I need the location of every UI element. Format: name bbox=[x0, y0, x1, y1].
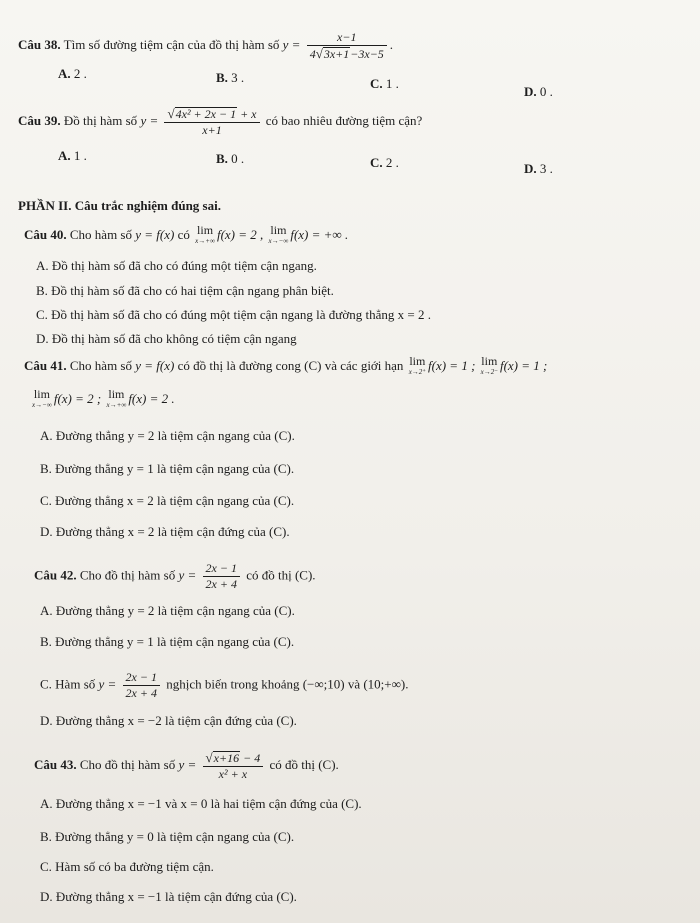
q41-lim-a: lim x→2⁺ bbox=[408, 354, 426, 376]
q43-label: Câu 43. bbox=[34, 756, 77, 772]
q39-text: Đồ thị hàm số bbox=[63, 112, 138, 128]
q38-numerator: x−1 bbox=[307, 30, 387, 46]
q39-num-radicand: 4x² + 2x − 1 bbox=[175, 107, 237, 121]
q42-tail: có đồ thị (C). bbox=[246, 567, 316, 583]
q41-statement-c: C. Đường thẳng x = 2 là tiệm cận ngang của (C). bbox=[40, 493, 295, 508]
q42-c-suffix: nghịch biến trong khoảng (−∞;10) và (10;+∞). bbox=[166, 676, 409, 692]
q41-statement-d: D. Đường thẳng x = 2 là tiệm cận đứng của (C). bbox=[40, 524, 290, 539]
sqrt-sign-icon: √ bbox=[205, 750, 213, 765]
q43-statement-d: D. Đường thẳng x = −1 là tiệm cận đứng của (C). bbox=[40, 889, 297, 904]
q42-label: Câu 42. bbox=[34, 567, 77, 583]
q43-statement-c: C. Hàm số có ba đường tiệm cận. bbox=[40, 859, 214, 874]
q41-lim-d: lim x→+∞ bbox=[106, 387, 127, 409]
q39-tail: có bao nhiêu đường tiệm cận? bbox=[265, 112, 423, 128]
q42-line bbox=[34, 561, 316, 592]
sqrt-sign-icon: √ bbox=[315, 46, 323, 61]
q42-c-denominator: 2x + 4 bbox=[125, 686, 157, 700]
q38-denominator bbox=[307, 46, 387, 62]
q43-statement-a: A. Đường thẳng x = −1 và x = 0 là hai tiệm cận đứng của (C). bbox=[40, 796, 362, 811]
q40-func: y = f(x) bbox=[135, 226, 175, 242]
q43-numerator bbox=[203, 750, 264, 767]
q43-text: Cho đồ thị hàm số bbox=[79, 756, 176, 772]
q42-c-fraction bbox=[123, 670, 160, 701]
q40-lim1: lim x→+∞ bbox=[195, 223, 215, 245]
q40-label: Câu 40. bbox=[24, 226, 67, 242]
q38-option-c: C. 1 . bbox=[370, 76, 399, 91]
q41-label: Câu 41. bbox=[24, 357, 67, 373]
q41-text: Cho hàm số bbox=[69, 357, 132, 373]
q40-statement-d: D. Đồ thị hàm số đã cho không có tiệm cận ngang bbox=[36, 331, 297, 346]
q39-formula-prefix: y = bbox=[140, 112, 159, 128]
q38-line bbox=[18, 30, 393, 62]
q38-formula-prefix: y = bbox=[282, 36, 301, 52]
q41-line2 bbox=[30, 389, 175, 411]
q41-lim-c-expr: f(x) = 2 ; bbox=[53, 390, 102, 406]
q39-denominator: x+1 bbox=[202, 123, 222, 137]
q42-c-prefix: C. Hàm số bbox=[40, 676, 96, 692]
q43-num-radicand: x+16 bbox=[213, 751, 240, 765]
q41-statement-a: A. Đường thẳng y = 2 là tiệm cận ngang của (C). bbox=[40, 428, 295, 443]
q41-lim-b: lim x→2⁻ bbox=[480, 354, 498, 376]
q38-text: Tìm số đường tiệm cận của đồ thị hàm số bbox=[63, 36, 280, 52]
q38-end: . bbox=[389, 36, 394, 52]
q42-statement-d: D. Đường thẳng x = −2 là tiệm cận đứng của (C). bbox=[40, 713, 297, 728]
q39-line bbox=[18, 106, 422, 138]
q40-has: có bbox=[177, 226, 190, 242]
q40-statement-c: C. Đồ thị hàm số đã cho có đúng một tiệm cận ngang là đường thẳng x = 2 . bbox=[36, 307, 431, 322]
q42-denominator: 2x + 4 bbox=[205, 577, 237, 591]
q43-fraction bbox=[203, 750, 264, 782]
q41-lim-c: lim x→−∞ bbox=[32, 387, 52, 409]
q40-line bbox=[24, 225, 348, 247]
q43-formula-prefix: y = bbox=[178, 756, 197, 772]
q40-lim1-expr: f(x) = 2 , bbox=[216, 226, 264, 242]
q39-fraction bbox=[164, 106, 259, 138]
q41-lim-a-expr: f(x) = 1 ; bbox=[428, 357, 476, 373]
q39-label: Câu 39. bbox=[18, 112, 61, 128]
q40-lim2: lim x→−∞ bbox=[268, 223, 289, 245]
q40-statement-b: B. Đồ thị hàm số đã cho có hai tiệm cận ngang phân biệt. bbox=[36, 283, 334, 298]
q43-denominator: x² + x bbox=[218, 767, 248, 781]
q42-statement-b: B. Đường thẳng y = 1 là tiệm cận ngang của (C). bbox=[40, 634, 295, 649]
section-title: PHẦN II. Câu trắc nghiệm đúng sai. bbox=[18, 198, 221, 213]
q38-den-rest: −3x−5 bbox=[350, 47, 384, 61]
q42-numerator: 2x − 1 bbox=[203, 561, 240, 577]
q43-num-rest: − 4 bbox=[243, 751, 261, 765]
q41-lim-b-expr: f(x) = 1 ; bbox=[499, 357, 548, 373]
q42-text: Cho đồ thị hàm số bbox=[79, 567, 176, 583]
q38-den-radicand: 3x+1 bbox=[323, 47, 350, 61]
q42-fraction bbox=[203, 561, 240, 592]
q39-numerator bbox=[164, 106, 259, 123]
q38-label: Câu 38. bbox=[18, 36, 61, 52]
q40-text: Cho hàm số bbox=[69, 226, 132, 242]
q39-option-c: C. 2 . bbox=[370, 155, 399, 170]
q39-option-d: D. 3 . bbox=[524, 161, 553, 176]
q41-line bbox=[24, 356, 547, 378]
q41-lim-d-expr: f(x) = 2 . bbox=[128, 390, 175, 406]
q43-line bbox=[34, 750, 339, 782]
q39-num-rest: + x bbox=[240, 107, 257, 121]
sqrt-sign-icon: √ bbox=[167, 106, 175, 121]
q38-option-b: B. 3 . bbox=[216, 70, 245, 85]
q38-option-a: A. 2 . bbox=[58, 66, 87, 81]
q40-lim2-expr: f(x) = +∞ . bbox=[290, 226, 349, 242]
q41-func: y = f(x) bbox=[135, 357, 175, 373]
q42-c-numerator: 2x − 1 bbox=[123, 670, 160, 686]
q41-statement-b: B. Đường thẳng y = 1 là tiệm cận ngang của (C). bbox=[40, 461, 295, 476]
q39-option-a: A. 1 . bbox=[58, 148, 87, 163]
q43-tail: có đồ thị (C). bbox=[269, 756, 339, 772]
q41-text2: có đồ thị là đường cong (C) và các giới hạn bbox=[177, 357, 404, 373]
q40-statement-a: A. Đồ thị hàm số đã cho có đúng một tiệm cận ngang. bbox=[36, 258, 317, 273]
q38-fraction bbox=[307, 30, 387, 62]
q42-statement-a: A. Đường thẳng y = 2 là tiệm cận ngang của (C). bbox=[40, 603, 295, 618]
q42-formula-prefix: y = bbox=[178, 567, 197, 583]
q42-statement-c: C. Hàm số y = $\frac{2x - 1}{2x + 4}$ nghịch biến trong khoảng (−∞;10) và (10;+∞). bbox=[40, 670, 409, 700]
q43-statement-b: B. Đường thẳng y = 0 là tiệm cận ngang của (C). bbox=[40, 829, 295, 844]
q38-option-d: D. 0 . bbox=[524, 84, 553, 99]
q39-option-b: B. 0 . bbox=[216, 151, 245, 166]
q38-den-coef: 4 bbox=[309, 47, 316, 61]
